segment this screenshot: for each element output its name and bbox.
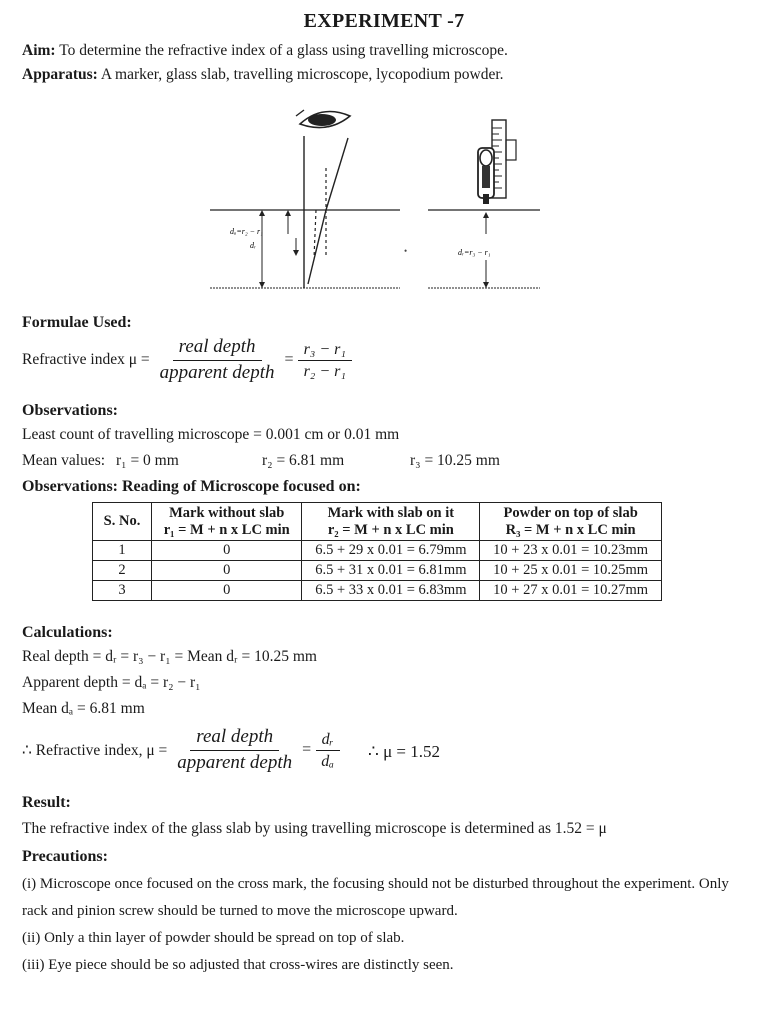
table-row [93, 541, 662, 561]
table-header-col2 [302, 503, 480, 541]
table-cell: 10 + 23 x 0.01 = 10.23mm [480, 541, 662, 561]
precaution-1b: rack and pinion screw should be turned to move the microscope upward. [22, 903, 458, 919]
calc-mean-da: Mean dₐ = 6.81 mm [22, 700, 145, 717]
calc-result-mu: ∴ μ = 1.52 [368, 742, 441, 761]
apparatus-label: Apparatus: [22, 66, 98, 83]
table-header-row [93, 503, 662, 541]
mean-r3: r₃ = 10.25 mm [410, 452, 500, 469]
table-heading: Observations: Reading of Microscope focused on: [22, 478, 361, 495]
calc-fraction-1 [171, 726, 298, 775]
header-col2-title: Mark with slab on it [327, 505, 455, 521]
calc-den-2: dₐ [321, 752, 334, 770]
formula-num-1: real depth [173, 336, 262, 361]
apparatus-text: A marker, glass slab, travelling microscope, lycopodium powder. [100, 66, 504, 83]
table-cell: 6.5 + 31 x 0.01 = 6.81mm [302, 561, 480, 581]
result-heading: Result: [22, 794, 71, 811]
formula-fraction-2 [298, 340, 352, 381]
formula-den-2: r₂ − r₁ [303, 362, 346, 380]
header-col3-formula: R₃ = M + n x LC min [505, 521, 636, 538]
calc-apparent-depth: Apparent depth = dₐ = r₂ − r₁ [22, 674, 201, 691]
calc-formula-lhs: ∴ Refractive index, μ = [22, 741, 168, 759]
page-title: EXPERIMENT -7 [303, 10, 465, 32]
diagram-label-right: dᵣ=r₃ − r₁ [458, 248, 491, 257]
formula-refractive-index: Refractive index μ = $\frac{\text{real depth}}{\text{apparent depth}}$ = $\frac{\text{r₃ − r₁}}{\text{r₂ − r₁}}$ [22, 336, 356, 385]
precautions-heading: Precautions: [22, 848, 108, 865]
calculations-heading: Calculations: [22, 624, 113, 641]
formula-lhs: Refractive index μ = [22, 351, 150, 369]
aim-line [22, 42, 508, 60]
microscope-figure [478, 120, 516, 204]
formula-den-1: apparent depth [159, 361, 275, 383]
table-header-sno: S. No. [93, 503, 152, 541]
calc-fraction-2 [315, 730, 340, 771]
precaution-3: (iii) Eye piece should be so adjusted that cross-wires are distinctly seen. [22, 957, 454, 973]
svg-text:•: • [404, 246, 408, 256]
mean-values-label: Mean values: [22, 452, 106, 469]
table-row [93, 561, 662, 581]
mean-r2: r₂ = 6.81 mm [262, 452, 345, 469]
observation-table [92, 502, 662, 601]
calc-formula: ∴ Refractive index, μ = $\frac{\text{real depth}}{\text{apparent depth}}$ = $\frac{\text{dᵣ}}{\text{dₐ}}$ [22, 726, 344, 775]
calc-den-1: apparent depth [177, 751, 293, 773]
table-header-col1 [152, 503, 302, 541]
precaution-1a: (i) Microscope once focused on the cross mark, the focusing should not be disturbed throughout the experiment. Only [22, 876, 729, 892]
table-cell: 2 [93, 561, 152, 581]
header-col1-formula: r₁ = M + n x LC min [163, 521, 290, 538]
aim-text: To determine the refractive index of a glass using travelling microscope. [59, 42, 508, 59]
result-text: The refractive index of the glass slab by using travelling microscope is determined as 1.52 = μ [22, 820, 607, 837]
table-header-col3 [480, 503, 662, 541]
header-col1-title: Mark without slab [169, 505, 285, 521]
calc-num-1: real depth [190, 726, 279, 751]
apparatus-line [22, 66, 504, 84]
table-cell: 6.5 + 33 x 0.01 = 6.83mm [302, 581, 480, 601]
calc-num-2: dᵣ [316, 730, 340, 751]
calc-real-depth: Real depth = dᵣ = r₃ − r₁ = Mean dᵣ = 10.25 mm [22, 648, 317, 665]
precaution-2: (ii) Only a thin layer of powder should be spread on top of slab. [22, 930, 405, 946]
header-col2-formula: r₂ = M + n x LC min [327, 521, 454, 538]
diagram-label-dr: dᵣ [250, 241, 256, 250]
table-cell: 3 [93, 581, 152, 601]
least-count: Least count of travelling microscope = 0.001 cm or 0.01 mm [22, 426, 400, 443]
observations-heading: Observations: [22, 402, 118, 419]
diagram-label-da: dₐ=r₂ − r₁ [230, 227, 263, 236]
table-cell: 0 [152, 581, 302, 601]
table-cell: 0 [152, 541, 302, 561]
table-cell: 6.5 + 29 x 0.01 = 6.79mm [302, 541, 480, 561]
aim-label: Aim: [22, 42, 56, 59]
table-row [93, 581, 662, 601]
table-cell: 10 + 25 x 0.01 = 10.25mm [480, 561, 662, 581]
header-col3-title: Powder on top of slab [503, 505, 638, 521]
experiment-diagram [200, 98, 550, 298]
formula-num-2: r₃ − r₁ [298, 340, 352, 361]
table-cell: 1 [93, 541, 152, 561]
eye-figure [296, 110, 350, 128]
formula-fraction-1 [154, 336, 281, 385]
table-cell: 10 + 27 x 0.01 = 10.27mm [480, 581, 662, 601]
table-cell: 0 [152, 561, 302, 581]
formulae-heading: Formulae Used: [22, 314, 132, 331]
mean-r1: r₁ = 0 mm [116, 452, 179, 469]
